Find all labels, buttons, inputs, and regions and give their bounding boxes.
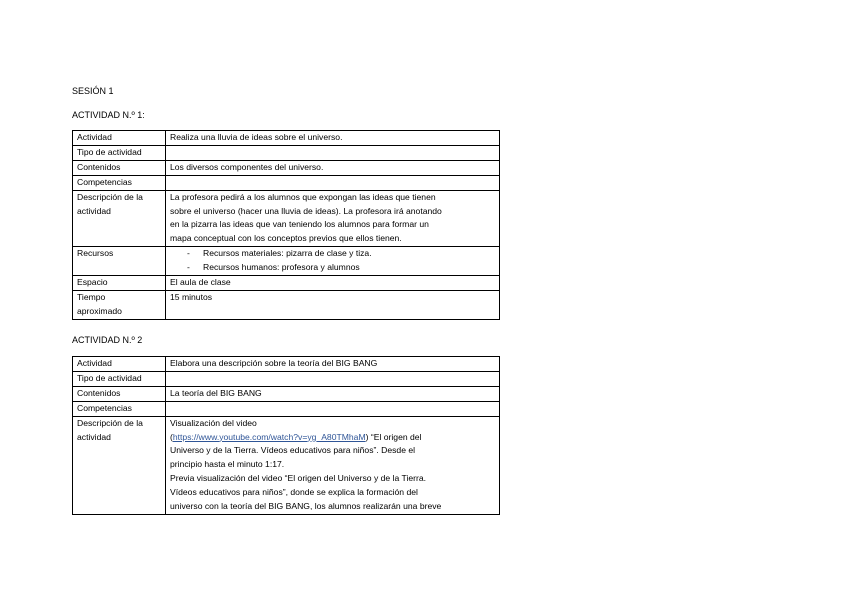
text-line: principio hasta el minuto 1:17.	[170, 459, 285, 470]
text-line: universo con la teoría del BIG BANG, los alumnos realizarán una breve	[170, 501, 442, 512]
label-line: Tiempo	[77, 291, 106, 302]
table-row	[73, 175, 500, 190]
row-value-tipo	[166, 371, 500, 386]
row-label-competencias: Competencias	[73, 401, 166, 416]
label-line: actividad	[77, 205, 111, 216]
text-line: Vídeos educativos para niños”, donde se explica la formación del	[170, 487, 418, 498]
row-value-tiempo: 15 minutos	[166, 290, 500, 319]
bullet-marker: -	[187, 248, 190, 259]
table-row	[73, 386, 500, 401]
table-row	[73, 145, 500, 160]
label-line: Descripción de la	[77, 417, 143, 428]
row-value-tipo	[166, 145, 500, 160]
row-value-contenidos: Los diversos componentes del universo.	[166, 160, 500, 175]
table-row	[73, 357, 500, 372]
activity-2-title: ACTIVIDAD N.º 2	[72, 335, 143, 345]
row-label-tiempo	[73, 290, 166, 319]
video-title-start: ) “El origen del	[365, 431, 422, 442]
label-line: aproximado	[77, 305, 122, 316]
row-value-competencias	[166, 175, 500, 190]
activity-1-title: ACTIVIDAD N.º 1:	[72, 110, 145, 120]
table-row	[73, 371, 500, 386]
row-value-actividad: Realiza una lluvia de ideas sobre el universo.	[166, 131, 500, 146]
row-label-descripcion	[73, 190, 166, 247]
session-title: SESIÓN 1	[72, 86, 114, 96]
table-row	[73, 190, 500, 247]
row-label-tipo: Tipo de actividad	[73, 371, 166, 386]
row-label-contenidos: Contenidos	[73, 386, 166, 401]
list-item-text: Recursos humanos: profesora y alumnos	[203, 262, 360, 273]
activity-1-table	[72, 130, 500, 320]
row-label-descripcion	[73, 416, 166, 514]
text-line: Visualización del video	[170, 417, 257, 428]
row-label-actividad: Actividad	[73, 357, 166, 372]
paren-open: (	[170, 431, 173, 442]
activity-2-table	[72, 356, 500, 515]
row-label-espacio: Espacio	[73, 276, 166, 291]
video-link[interactable]: https://www.youtube.com/watch?v=yg_A80TMhaM	[172, 431, 366, 442]
list-item	[170, 247, 495, 261]
row-value-descripcion	[166, 190, 500, 247]
table-row	[73, 416, 500, 514]
row-value-recursos	[166, 247, 500, 276]
text-line: sobre el universo (hacer una lluvia de ideas). La profesora irá anotando	[170, 205, 442, 216]
table-row	[73, 160, 500, 175]
row-value-contenidos: La teoría del BIG BANG	[166, 386, 500, 401]
row-value-competencias	[166, 401, 500, 416]
table-row	[73, 131, 500, 146]
row-label-actividad: Actividad	[73, 131, 166, 146]
text-line: en la pizarra las ideas que van teniendo los alumnos para formar un	[170, 219, 429, 230]
row-label-tipo: Tipo de actividad	[73, 145, 166, 160]
text-line	[170, 431, 495, 445]
row-value-actividad: Elabora una descripción sobre la teoría del BIG BANG	[166, 357, 500, 372]
row-label-recursos: Recursos	[73, 247, 166, 276]
text-line: Previa visualización del video “El origen del Universo y de la Tierra.	[170, 473, 427, 484]
table-row	[73, 276, 500, 291]
text-line: La profesora pedirá a los alumnos que expongan las ideas que tienen	[170, 191, 436, 202]
list-item	[170, 261, 495, 275]
row-label-contenidos: Contenidos	[73, 160, 166, 175]
row-value-descripcion	[166, 416, 500, 514]
bullet-marker: -	[187, 262, 190, 273]
text-line: Universo y de la Tierra. Vídeos educativos para niños”. Desde el	[170, 445, 416, 456]
row-value-espacio: El aula de clase	[166, 276, 500, 291]
label-line: Descripción de la	[77, 191, 143, 202]
table-row	[73, 290, 500, 319]
row-label-competencias: Competencias	[73, 175, 166, 190]
text-line: mapa conceptual con los conceptos previos que ellos tienen.	[170, 233, 402, 244]
label-line: actividad	[77, 431, 111, 442]
table-row	[73, 401, 500, 416]
list-item-text: Recursos materiales: pizarra de clase y tiza.	[203, 248, 372, 259]
table-row	[73, 247, 500, 276]
